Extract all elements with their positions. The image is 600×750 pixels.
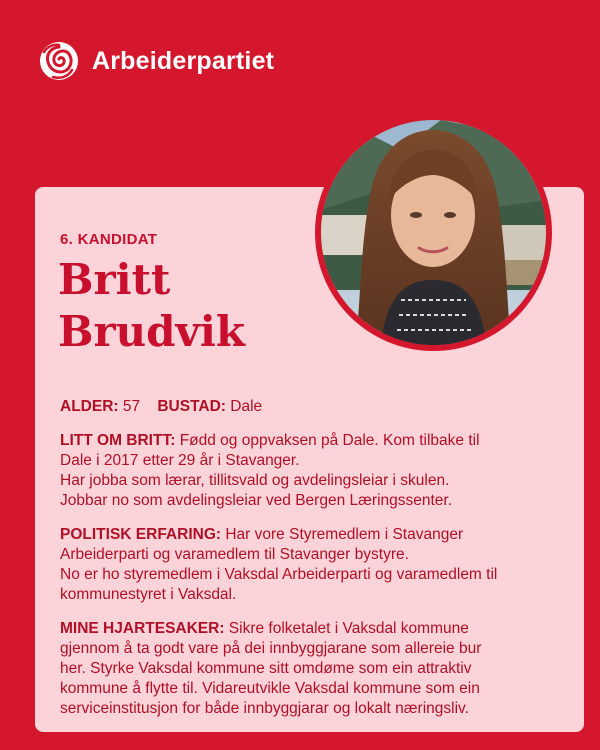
section-line: kommune å flytte til. Vidareutvikle Vaksdal kommune som ein [60, 680, 480, 697]
age-value: 57 [122, 398, 141, 415]
section-line: Arbeiderparti og varamedlem til Stavanger bystyre. [60, 546, 409, 563]
section-label: LITT OM BRITT: [60, 432, 176, 449]
section-line: serviceinstitusjon for både innbyggjarar og lokalt næringsliv. [60, 700, 469, 717]
brand-header [38, 40, 274, 82]
section-line: gjennom å ta godt vare på dei innbyggjarane som allereie bur [60, 640, 482, 657]
section-text: Sikre folketalet i Vaksdal kommune [228, 620, 469, 637]
portrait-image [321, 120, 546, 345]
section-political-experience [60, 525, 540, 605]
section-line: her. Styrke Vaksdal kommune sitt omdøme som ein attraktiv [60, 660, 472, 677]
section-line: Dale i 2017 etter 29 år i Stavanger. [60, 452, 300, 469]
section-line: Har jobba som lærar, tillitsvald og avdelingsleiar i skulen. [60, 472, 450, 489]
candidate-name [58, 254, 245, 358]
section-label: MINE HJARTESAKER: [60, 620, 225, 637]
age-residence-row [60, 397, 540, 417]
section-heart-issues [60, 619, 540, 719]
section-line: No er ho styremedlem i Vaksdal Arbeiderparti og varamedlem til [60, 566, 498, 583]
section-text: Fødd og oppvaksen på Dale. Kom tilbake til [179, 432, 480, 449]
section-line: kommunestyret i Vaksdal. [60, 586, 237, 603]
age-label: ALDER: [60, 398, 119, 415]
candidate-first-name: Britt [58, 255, 171, 304]
residence-label: BUSTAD: [157, 398, 226, 415]
section-text: Har vore Styremedlem i Stavanger [225, 526, 464, 543]
rose-logo-icon [38, 40, 80, 82]
candidate-info [60, 397, 540, 733]
brand-name: Arbeiderpartiet [92, 46, 275, 75]
section-line: Jobbar no som avdelingsleiar ved Bergen Læringssenter. [60, 492, 453, 509]
candidate-number: 6. KANDIDAT [60, 231, 158, 248]
candidate-last-name: Brudvik [58, 307, 245, 356]
residence-value: Dale [230, 398, 263, 415]
section-about [60, 431, 540, 511]
candidate-photo [315, 114, 552, 351]
section-label: POLITISK ERFARING: [60, 526, 222, 543]
